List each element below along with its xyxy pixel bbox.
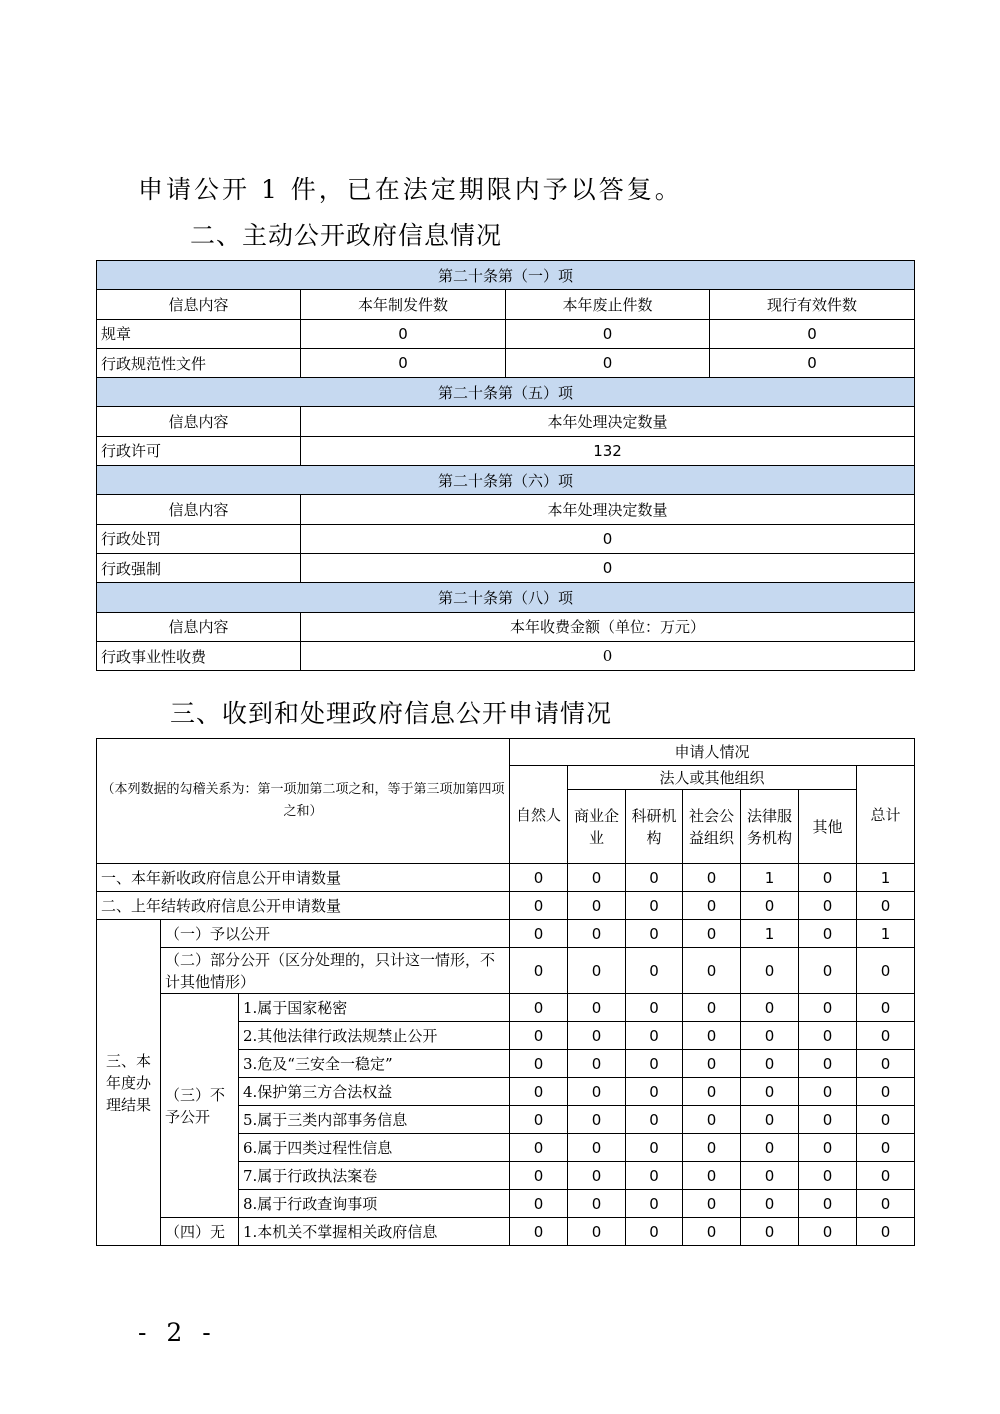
col-header-decisions: 本年处理决定数量	[301, 407, 915, 436]
cell-value: 0	[510, 920, 568, 948]
cell-value: 0	[568, 948, 626, 994]
table-row	[97, 864, 915, 892]
cell-value: 0	[741, 1078, 799, 1106]
cell-value: 1	[857, 864, 915, 892]
row-label: 1.属于国家秘密	[239, 994, 510, 1022]
page-number: - 2 -	[138, 1318, 217, 1347]
cell-value: 0	[683, 1162, 741, 1190]
header-other: 其他	[799, 790, 857, 864]
cell-value: 0	[741, 1050, 799, 1078]
cell-value: 0	[568, 920, 626, 948]
cell-value: 0	[626, 1218, 683, 1246]
section3-title: 三、收到和处理政府信息公开申请情况	[170, 699, 613, 728]
cell-value: 0	[857, 892, 915, 920]
cell-value: 0	[799, 1078, 857, 1106]
cell-value: 0	[799, 1050, 857, 1078]
cell-value: 0	[568, 864, 626, 892]
cell-value: 0	[799, 1134, 857, 1162]
col-header-content: 信息内容	[97, 495, 301, 524]
cell-value: 0	[857, 1190, 915, 1218]
cell-value: 0	[710, 319, 915, 348]
cell-value: 0	[741, 1134, 799, 1162]
cell-value: 0	[626, 1050, 683, 1078]
cell-value: 0	[799, 948, 857, 994]
cell-value: 0	[626, 892, 683, 920]
cell-value: 0	[510, 994, 568, 1022]
row-label: 3.危及“三安全一稳定”	[239, 1050, 510, 1078]
cell-value: 0	[799, 994, 857, 1022]
row-label: （二）部分公开（区分处理的，只计这一情形，不计其他情形）	[161, 948, 510, 994]
cell-value: 0	[626, 1078, 683, 1106]
cell-value: 0	[741, 1106, 799, 1134]
row-label: 行政事业性收费	[97, 641, 301, 670]
table-row	[97, 994, 915, 1022]
article-20-6-header: 第二十条第（六）项	[97, 466, 915, 495]
row-label: 二、上年结转政府信息公开申请数量	[97, 892, 510, 920]
cell-value: 0	[626, 948, 683, 994]
cell-value: 0	[799, 1218, 857, 1246]
cell-value: 0	[626, 994, 683, 1022]
cell-value: 0	[857, 1106, 915, 1134]
cell-value: 0	[626, 864, 683, 892]
cell-value: 0	[799, 892, 857, 920]
row-label: 一、本年新收政府信息公开申请数量	[97, 864, 510, 892]
cell-value: 0	[799, 1022, 857, 1050]
cell-value: 0	[857, 994, 915, 1022]
col-header-issued: 本年制发件数	[301, 290, 506, 319]
not-open-label: （三）不予公开	[161, 994, 239, 1218]
cell-value: 0	[683, 864, 741, 892]
row-label: 1.本机关不掌握相关政府信息	[239, 1218, 510, 1246]
cell-value: 1	[741, 864, 799, 892]
cell-value: 0	[683, 1106, 741, 1134]
col-header-content: 信息内容	[97, 290, 301, 319]
proactive-disclosure-table	[96, 260, 915, 671]
cell-value: 0	[626, 1134, 683, 1162]
cell-value: 0	[626, 1190, 683, 1218]
col-header-content: 信息内容	[97, 407, 301, 436]
cell-value: 0	[741, 948, 799, 994]
none-label: （四）无	[161, 1218, 239, 1246]
cell-value: 0	[626, 1162, 683, 1190]
cell-value: 0	[510, 1106, 568, 1134]
row-label: 行政强制	[97, 553, 301, 582]
cell-value: 0	[741, 892, 799, 920]
cell-value: 0	[857, 1218, 915, 1246]
cell-value: 0	[683, 1218, 741, 1246]
cell-value: 0	[568, 1190, 626, 1218]
intro-text: 申请公开 1 件，已在法定期限内予以答复。	[138, 175, 683, 204]
cell-value: 0	[799, 1190, 857, 1218]
col-header-content: 信息内容	[97, 612, 301, 641]
cell-value: 0	[510, 1190, 568, 1218]
cell-value: 0	[741, 1190, 799, 1218]
cell-value: 0	[506, 319, 710, 348]
cell-value: 0	[568, 892, 626, 920]
cell-value: 0	[510, 1134, 568, 1162]
cell-value: 0	[799, 920, 857, 948]
cell-value: 0	[683, 994, 741, 1022]
row-label: 规章	[97, 319, 301, 348]
cell-value: 0	[857, 1022, 915, 1050]
cell-value: 0	[683, 1134, 741, 1162]
header-natural-person: 自然人	[510, 766, 568, 864]
cell-value: 0	[301, 553, 915, 582]
row-label: 6.属于四类过程性信息	[239, 1134, 510, 1162]
table-row	[97, 948, 915, 994]
cell-value: 0	[568, 994, 626, 1022]
cell-value: 0	[857, 1050, 915, 1078]
cell-value: 0	[301, 319, 506, 348]
row-label: 2.其他法律行政法规禁止公开	[239, 1022, 510, 1050]
cell-value: 0	[683, 1050, 741, 1078]
cell-value: 0	[799, 864, 857, 892]
cell-value: 132	[301, 436, 915, 465]
header-legal-entities: 法人或其他组织	[568, 766, 857, 790]
article-20-1-header: 第二十条第（一）项	[97, 261, 915, 290]
article-20-5-header: 第二十条第（五）项	[97, 378, 915, 407]
cell-value: 0	[741, 994, 799, 1022]
cell-value: 0	[857, 1162, 915, 1190]
row-label: （一）予以公开	[161, 920, 510, 948]
cell-value: 0	[301, 641, 915, 670]
cell-value: 0	[568, 1078, 626, 1106]
header-legal-service: 法律服务机构	[741, 790, 799, 864]
cell-value: 0	[857, 1078, 915, 1106]
cell-value: 0	[683, 948, 741, 994]
cell-value: 0	[568, 1162, 626, 1190]
header-applicants: 申请人情况	[510, 739, 915, 766]
cell-value: 0	[510, 1162, 568, 1190]
cell-value: 0	[568, 1050, 626, 1078]
table-row	[97, 920, 915, 948]
table-row	[97, 1218, 915, 1246]
cell-value: 0	[568, 1218, 626, 1246]
cell-value: 1	[741, 920, 799, 948]
row-label: 行政许可	[97, 436, 301, 465]
cell-value: 0	[741, 1022, 799, 1050]
cell-value: 0	[683, 1022, 741, 1050]
cell-value: 0	[683, 892, 741, 920]
cell-value: 0	[301, 524, 915, 553]
header-research: 科研机构	[626, 790, 683, 864]
header-social: 社会公益组织	[683, 790, 741, 864]
cell-value: 0	[626, 920, 683, 948]
table-row	[97, 892, 915, 920]
row-label: 7.属于行政执法案卷	[239, 1162, 510, 1190]
article-20-8-header: 第二十条第（八）项	[97, 583, 915, 612]
row-label: 5.属于三类内部事务信息	[239, 1106, 510, 1134]
row-label: 8.属于行政查询事项	[239, 1190, 510, 1218]
row-label: 行政规范性文件	[97, 348, 301, 377]
col-header-fees: 本年收费金额（单位：万元）	[301, 612, 915, 641]
col-header-abolished: 本年废止件数	[506, 290, 710, 319]
cell-value: 0	[741, 1218, 799, 1246]
cell-value: 0	[710, 348, 915, 377]
cell-value: 0	[683, 920, 741, 948]
cell-value: 0	[626, 1106, 683, 1134]
cell-value: 0	[568, 1134, 626, 1162]
col-header-decisions: 本年处理决定数量	[301, 495, 915, 524]
cell-value: 0	[626, 1022, 683, 1050]
section2-title: 二、主动公开政府信息情况	[190, 221, 503, 250]
cell-value: 0	[510, 948, 568, 994]
results-label: 三、本年度办理结果	[97, 920, 161, 1246]
col-header-valid: 现行有效件数	[710, 290, 915, 319]
cell-value: 0	[741, 1162, 799, 1190]
cell-value: 0	[683, 1078, 741, 1106]
row-label: 4.保护第三方合法权益	[239, 1078, 510, 1106]
cell-value: 1	[857, 920, 915, 948]
cell-value: 0	[510, 1050, 568, 1078]
cell-value: 0	[857, 948, 915, 994]
cell-value: 0	[568, 1022, 626, 1050]
cell-value: 0	[799, 1162, 857, 1190]
cell-value: 0	[510, 1218, 568, 1246]
row-label: 行政处罚	[97, 524, 301, 553]
cell-value: 0	[683, 1190, 741, 1218]
cell-value: 0	[506, 348, 710, 377]
cell-value: 0	[510, 864, 568, 892]
cell-value: 0	[301, 348, 506, 377]
cell-value: 0	[510, 1022, 568, 1050]
reconciliation-note: （本列数据的勾稽关系为：第一项加第二项之和，等于第三项加第四项之和）	[97, 739, 510, 864]
cell-value: 0	[568, 1106, 626, 1134]
header-business: 商业企业	[568, 790, 626, 864]
cell-value: 0	[799, 1106, 857, 1134]
header-total: 总计	[857, 766, 915, 864]
cell-value: 0	[510, 1078, 568, 1106]
cell-value: 0	[510, 892, 568, 920]
application-table	[96, 738, 915, 1246]
cell-value: 0	[857, 1134, 915, 1162]
